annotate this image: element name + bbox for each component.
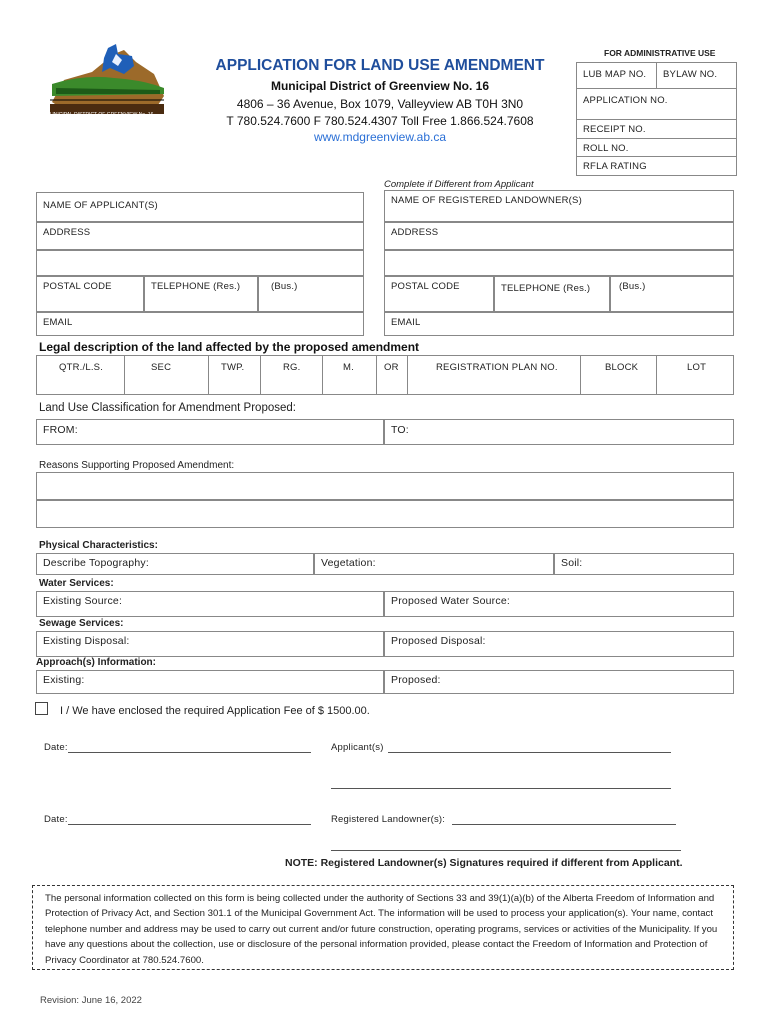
water-existing-field[interactable]: [36, 591, 384, 617]
org-address: 4806 – 36 Avenue, Box 1079, Valleyview AB T0H 3N0: [236, 97, 524, 111]
landowner-address-line2[interactable]: [384, 250, 734, 276]
approach-proposed-field[interactable]: [384, 670, 734, 694]
bylaw-label: BYLAW NO.: [663, 69, 718, 80]
classification-from-field[interactable]: [36, 419, 384, 445]
vegetation-label: Vegetation:: [321, 557, 376, 569]
fee-checkbox[interactable]: [35, 702, 48, 715]
signature-note: NOTE: Registered Landowner(s) Signatures required if different from Applicant.: [285, 857, 683, 869]
receipt-no-label: RECEIPT NO.: [583, 124, 646, 135]
legal-col-label: TWP.: [221, 362, 245, 373]
sewage-proposed-field[interactable]: [384, 631, 734, 657]
applicant-name-label: NAME OF APPLICANT(S): [43, 200, 158, 211]
legal-col-label: M.: [343, 362, 354, 373]
legal-heading: Legal description of the land affected by the proposed amendment: [39, 340, 420, 354]
classification-from-label: FROM:: [43, 424, 78, 436]
applicant-postal-label: POSTAL CODE: [43, 281, 112, 292]
reasons-heading: Reasons Supporting Proposed Amendment:: [39, 460, 235, 471]
roll-no-label: ROLL NO.: [583, 143, 629, 154]
sewage-existing-label: Existing Disposal:: [43, 635, 130, 647]
legal-col-label: REGISTRATION PLAN NO.: [436, 362, 558, 373]
applicant-address-label: ADDRESS: [43, 227, 91, 238]
date-line-1[interactable]: [68, 742, 311, 753]
date-line-2[interactable]: [68, 814, 311, 825]
legal-col-or: [377, 356, 407, 394]
legal-col-sec[interactable]: [125, 356, 209, 394]
fee-text: I / We have enclosed the required Application Fee of $ 1500.00.: [60, 705, 370, 717]
water-heading: Water Services:: [39, 578, 114, 589]
revision-date: Revision: June 16, 2022: [40, 995, 142, 1006]
topography-field[interactable]: [36, 553, 314, 575]
legal-col-label: RG.: [283, 362, 301, 373]
district-logo: [44, 44, 170, 122]
landowner-tel-bus-field[interactable]: [610, 276, 734, 312]
applicant-email-field[interactable]: [36, 312, 364, 336]
logo-caption: MUNICIPAL DISTRICT OF GREENVIEW No. 16: [46, 112, 154, 118]
legal-col-plan[interactable]: [407, 356, 581, 394]
legal-col-qtr[interactable]: [37, 356, 125, 394]
date-label-2: Date:: [44, 814, 68, 825]
landowner-signature-line[interactable]: [452, 814, 676, 825]
landowner-tel-bus-label: (Bus.): [619, 281, 646, 292]
applicant-tel-bus-label: (Bus.): [271, 281, 298, 292]
legal-col-lot[interactable]: [657, 356, 733, 394]
landowner-name-field[interactable]: [384, 190, 734, 222]
legal-col-label: BLOCK: [605, 362, 639, 373]
applicant-tel-bus-field[interactable]: [258, 276, 364, 312]
legal-col-label: LOT: [687, 362, 707, 373]
water-proposed-field[interactable]: [384, 591, 734, 617]
landowner-address-field[interactable]: [384, 222, 734, 250]
approach-heading: Approach(s) Information:: [36, 657, 156, 668]
approach-proposed-label: Proposed:: [391, 674, 441, 686]
lub-map-label: LUB MAP NO.: [583, 69, 647, 80]
legal-table: [36, 355, 734, 395]
physical-heading: Physical Characteristics:: [39, 540, 158, 551]
reasons-line-1[interactable]: [36, 472, 734, 500]
applicant-tel-res-label: TELEPHONE (Res.): [151, 281, 241, 292]
form-title: APPLICATION FOR LAND USE AMENDMENT: [215, 57, 545, 74]
applicant-signature-line[interactable]: [388, 742, 671, 753]
applicant-address-field[interactable]: [36, 222, 364, 250]
application-no-label: APPLICATION NO.: [583, 95, 668, 106]
admin-box: [576, 62, 737, 176]
applicant-address-line2[interactable]: [36, 250, 364, 276]
sewage-proposed-label: Proposed Disposal:: [391, 635, 486, 647]
legal-col-block[interactable]: [581, 356, 657, 394]
reasons-line-2[interactable]: [36, 500, 734, 528]
landowner-tel-res-label: TELEPHONE (Res.): [501, 283, 591, 294]
approach-existing-label: Existing:: [43, 674, 85, 686]
landowner-address-label: ADDRESS: [391, 227, 439, 238]
date-label-1: Date:: [44, 742, 68, 753]
legal-col-twp[interactable]: [209, 356, 261, 394]
district-logo-graphic: [44, 44, 170, 122]
org-website-link[interactable]: www.mdgreenview.ab.ca: [313, 130, 447, 144]
rfla-label: RFLA RATING: [583, 161, 647, 172]
soil-field[interactable]: [554, 553, 734, 575]
vegetation-field[interactable]: [314, 553, 554, 575]
landowner-note: Complete if Different from Applicant: [384, 179, 534, 190]
approach-existing-field[interactable]: [36, 670, 384, 694]
landowner-signature-line-2[interactable]: [331, 840, 681, 851]
classification-heading: Land Use Classification for Amendment Proposed:: [39, 402, 296, 414]
water-existing-label: Existing Source:: [43, 595, 123, 607]
landowner-postal-field[interactable]: [384, 276, 494, 312]
legal-col-m[interactable]: [323, 356, 377, 394]
water-proposed-label: Proposed Water Source:: [391, 595, 510, 607]
topography-label: Describe Topography:: [43, 557, 149, 569]
privacy-text: The personal information collected on this form is being collected under the authority of Sections 33 and 39(1)(a)(b) of the Alberta Freedom of Information and Protection of Privacy Act, and Section 301.1 of the Municipal Government Act. The information will be used to process your application(s). Your name, contact telephone number and address may be used to carry out current and/or future construction, operating programs, services or activities of the Municipality. If you have any questions about the collection, use or disclosure of the personal information provided, please contact the Freedom of Information and Protection of Privacy Coordinator at 780.524.7600.: [45, 893, 718, 966]
applicant-tel-res-field[interactable]: [144, 276, 258, 312]
applicant-signature-line-2[interactable]: [331, 778, 671, 789]
org-name: Municipal District of Greenview No. 16: [270, 79, 490, 93]
landowner-postal-label: POSTAL CODE: [391, 281, 460, 292]
applicant-name-field[interactable]: [36, 192, 364, 222]
landowner-name-label: NAME OF REGISTERED LANDOWNER(S): [391, 195, 582, 206]
sewage-heading: Sewage Services:: [39, 618, 124, 629]
legal-col-rg[interactable]: [261, 356, 323, 394]
privacy-notice: [32, 885, 734, 970]
soil-label: Soil:: [561, 557, 583, 569]
classification-to-label: TO:: [391, 424, 409, 436]
landowner-email-field[interactable]: [384, 312, 734, 336]
landowner-tel-res-field[interactable]: [494, 276, 610, 312]
landowner-email-label: EMAIL: [391, 317, 421, 328]
legal-col-label: SEC: [151, 362, 172, 373]
admin-heading: FOR ADMINISTRATIVE USE: [604, 48, 716, 58]
legal-col-label: OR: [384, 362, 399, 373]
applicant-email-label: EMAIL: [43, 317, 73, 328]
legal-col-label: QTR./L.S.: [59, 362, 104, 373]
sewage-existing-field[interactable]: [36, 631, 384, 657]
org-phones: T 780.524.7600 F 780.524.4307 Toll Free 1.866.524.7608: [226, 114, 534, 128]
classification-to-field[interactable]: [384, 419, 734, 445]
applicant-postal-field[interactable]: [36, 276, 144, 312]
landowner-signature-label: Registered Landowner(s):: [331, 814, 446, 825]
applicant-signature-label: Applicant(s): [331, 742, 384, 753]
